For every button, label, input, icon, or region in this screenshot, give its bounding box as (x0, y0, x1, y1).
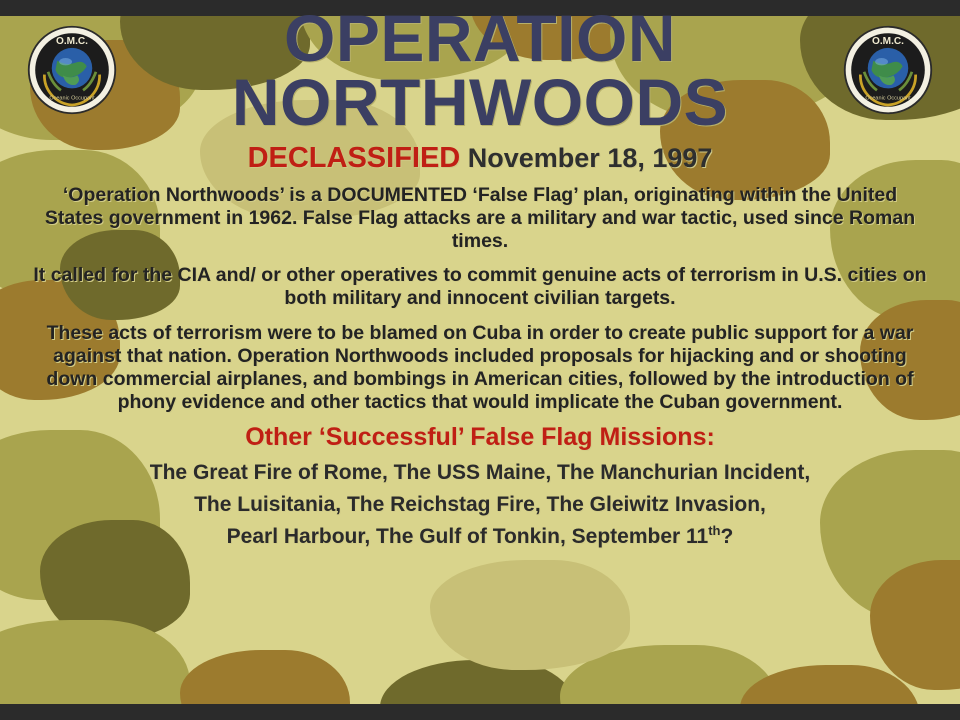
declassified-date: November 18, 1997 (467, 143, 713, 174)
mission-line-3-text: Pearl Harbour, The Gulf of Tonkin, September 11 (226, 524, 709, 548)
page-title (170, 1, 790, 140)
svg-text:Oceanic Occupant: Oceanic Occupant (49, 95, 95, 102)
paragraph-2: It called for the CIA and/ or other operatives to commit genuine acts of terrorism in U.S. cities on both military and innocent civilian targets. (33, 264, 927, 310)
svg-text:Oceanic Occupant: Oceanic Occupant (865, 95, 911, 102)
mission-line-1: The Great Fire of Rome, The USS Maine, The Manchurian Incident, (149, 461, 811, 485)
svg-text:O.M.C.: O.M.C. (871, 36, 905, 48)
title-line-1: OPERATION (284, 1, 676, 75)
svg-text:O.M.C.: O.M.C. (55, 36, 89, 48)
mission-line-3 (20, 522, 940, 552)
paragraph-3: These acts of terrorism were to be blamed on Cuba in order to create public support for a war against that nation. Operation Northwoods included proposals for hijacking and or shooting down commercial airplanes, and bombings in American cities, followed by the introduction of phony evidence and other tactics that would implicate the Cuban government. (46, 322, 914, 413)
declassified-label: DECLASSIFIED (247, 142, 461, 175)
subheading: Other ‘Successful’ False Flag Missions: (245, 423, 715, 452)
ordinal-suffix: th (708, 522, 721, 538)
paragraph-1: ‘Operation Northwoods’ is a DOCUMENTED ‘False Flag’ plan, originating within the United States government in 1962. False Flag attacks are a military and war tactic, used since Roman times. (44, 184, 916, 252)
title-line-2: NORTHWOODS (231, 65, 729, 140)
missions-list (20, 458, 940, 551)
mission-line-3-end: ? (720, 524, 734, 548)
mission-line-2: The Luisitania, The Reichstag Fire, The Gleiwitz Invasion, (194, 493, 766, 517)
declassified-line (20, 142, 940, 175)
